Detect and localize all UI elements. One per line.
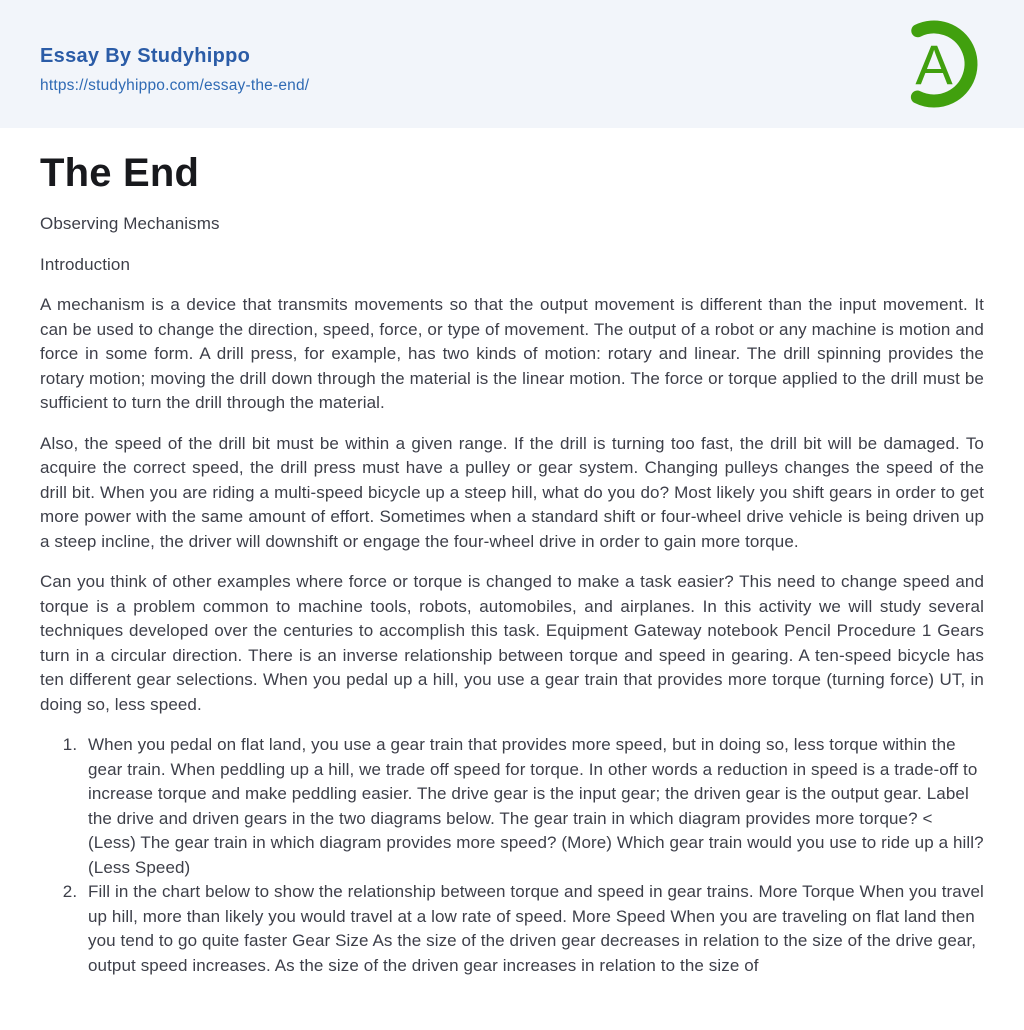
essay-title: The End [40, 151, 200, 195]
essay-content [0, 150, 1024, 1018]
essay-subtitle: Observing Mechanisms [40, 214, 220, 233]
essay-paragraph: A mechanism is a device that transmits movements so that the output movement is different than the input movement. It can be used to change the direction, speed, force, or type of movement. The output of a robot or any machine is motion and force in some form. A drill press, for example, has two kinds of motion: rotary and linear. The drill spinning provides the rotary motion; moving the drill down through the material is the linear motion. The force or torque applied to the drill must be sufficient to turn the drill through the material. [40, 295, 984, 412]
logo-letter: A [915, 33, 953, 96]
section-heading-introduction: Introduction [40, 254, 131, 274]
essay-paragraph: Can you think of other examples where force or torque is changed to make a task easier? This need to change speed and torque is a problem common to machine tools, robots, automobiles, and airplanes. In this activity we will study several techniques developed over the centuries to accomplish this task. Equipment Gateway notebook Pencil Procedure 1 Gears turn in a circular direction. There is an inverse relationship between torque and speed in gearing. A ten-speed bicycle has ten different gear selections. When you pedal up a hill, you use a gear train that provides more torque (turning force) UT, in doing so, less speed. [40, 572, 984, 714]
header-text-block [40, 44, 309, 95]
essay-url-link[interactable]: https://studyhippo.com/essay-the-end/ [40, 76, 310, 94]
page-header [0, 0, 1024, 128]
essay-numbered-list [40, 733, 984, 978]
list-item: 2. Fill in the chart below to show the relationship between torque and speed in gear trains. More Torque When you travel up hill, more than likely you would travel at a low rate of speed. More Speed When you are traveling on flat land then you tend to go quite faster Gear Size As the size of the driven gear decreases in relation to the size of the drive gear, output speed increases. As the size of the driven gear increases in relation to the size of [82, 880, 984, 978]
site-title: Essay By Studyhippo [40, 44, 251, 67]
studyhippo-logo-icon [884, 14, 984, 114]
essay-paragraph: Also, the speed of the drill bit must be within a given range. If the drill is turning too fast, the drill bit will be damaged. To acquire the correct speed, the drill press must have a pulley or gear system. Changing pulleys changes the speed of the drill bit. When you are riding a multi-speed bicycle up a steep hill, what do you do? Most likely you shift gears in order to get more power with the same amount of effort. Sometimes when a standard shift or four-wheel drive vehicle is being driven up a steep incline, the driver will downshift or engage the four-wheel drive in order to gain more torque. [40, 433, 984, 551]
list-item: 1. When you pedal on flat land, you use a gear train that provides more speed, but in doing so, less torque within the gear train. When peddling up a hill, we trade off speed for torque. In other words a reduction in speed is a trade-off to increase torque and make peddling easier. The drive gear is the input gear; the driven gear is the output gear. Label the drive and driven gears in the two diagrams below. The gear train in which diagram provides more torque? < (Less) The gear train in which diagram provides more speed? (More) Which gear train would you use to ride up a hill? (Less Speed) [82, 733, 984, 880]
